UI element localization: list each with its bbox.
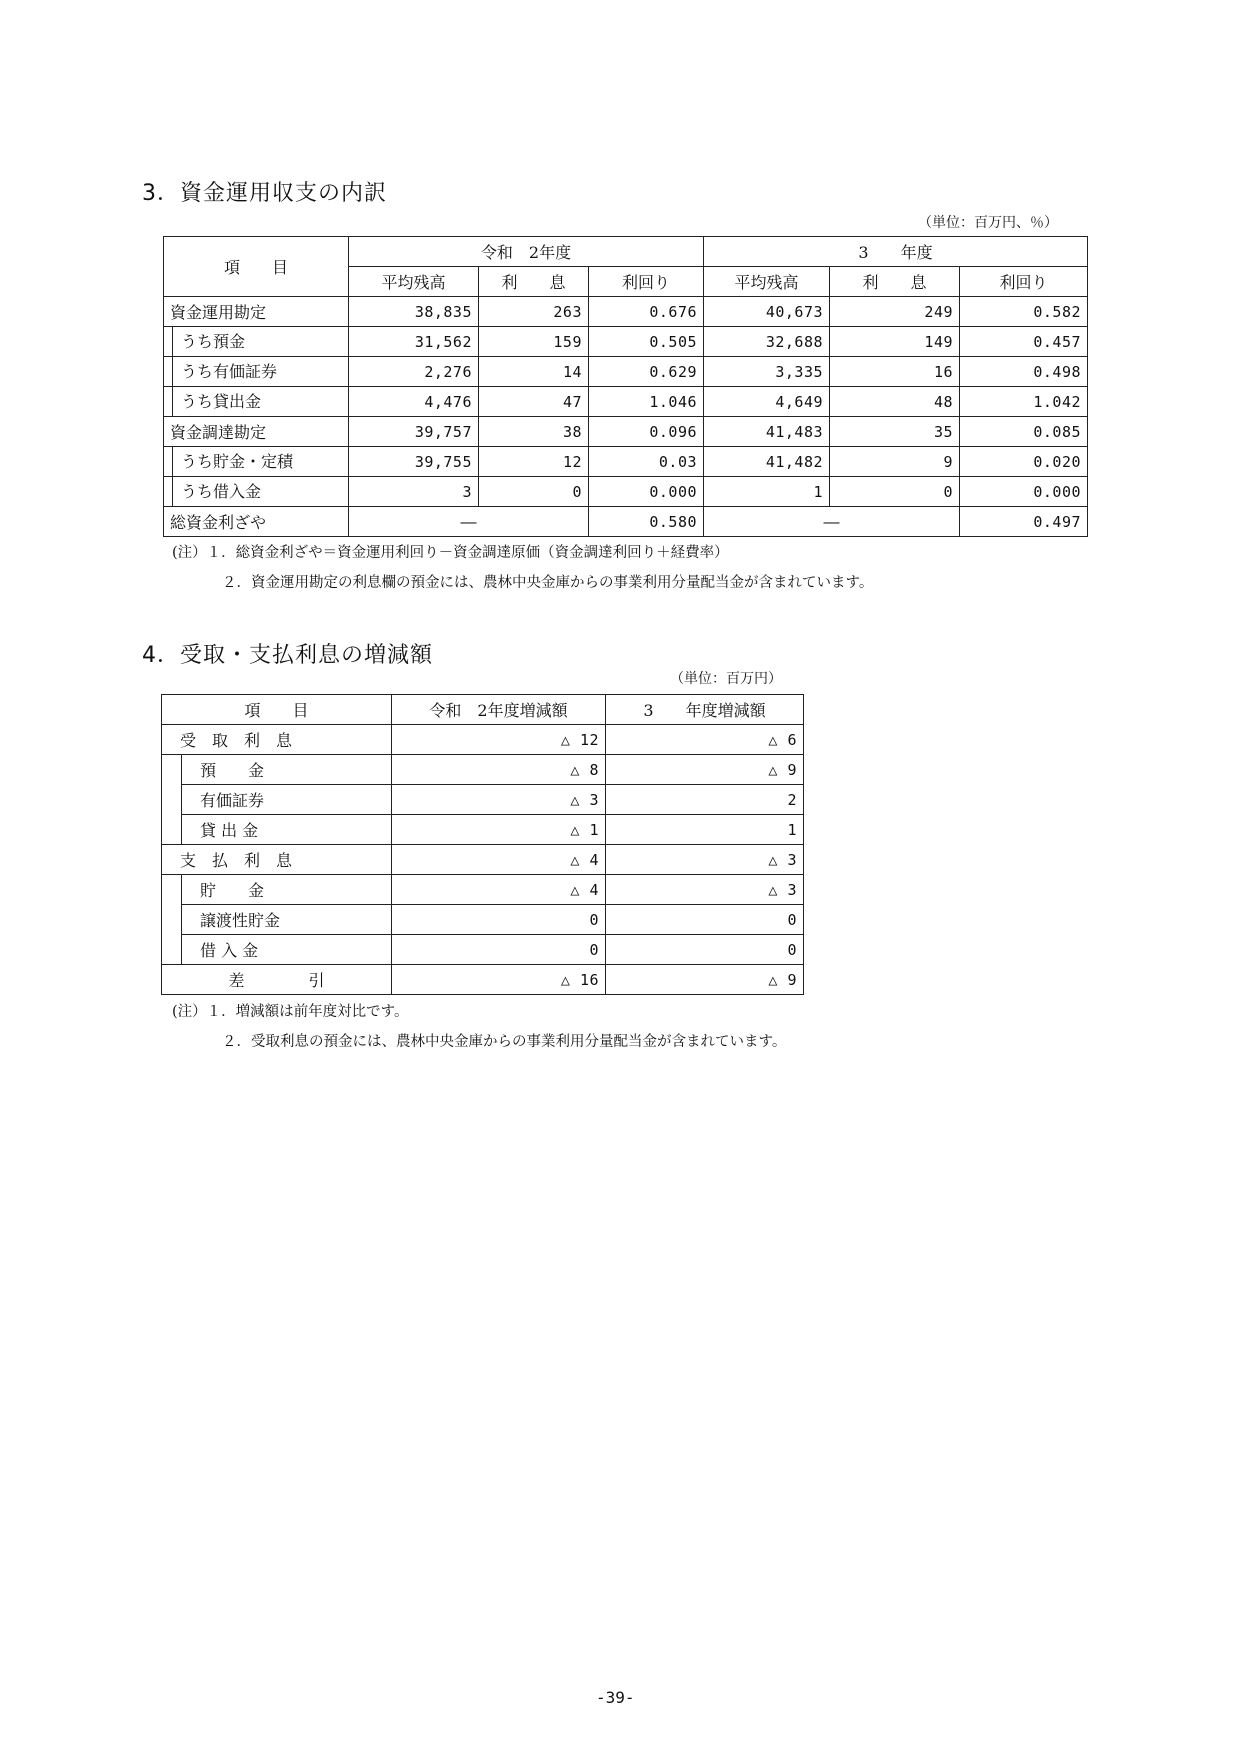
- indent-spacer: [162, 755, 182, 785]
- page-number: -39-: [596, 1688, 635, 1707]
- table-cell: 39,757: [349, 417, 479, 447]
- table-cell: 2: [606, 785, 804, 815]
- difference-label: 差 引: [162, 965, 392, 995]
- row-label-text: うち借入金: [172, 477, 342, 506]
- section3-title: 3．資金運用収支の内訳: [142, 181, 387, 206]
- table-cell: △ 8: [392, 755, 606, 785]
- col-header: 利回り: [589, 267, 704, 297]
- table-cell: 0.085: [960, 417, 1088, 447]
- table-cell: 35: [830, 417, 960, 447]
- col-header: 平均残高: [349, 267, 479, 297]
- table-cell: 0: [392, 935, 606, 965]
- section4-title: 4．受取・支払利息の増減額: [142, 643, 433, 668]
- dash-cell: ―: [349, 507, 589, 537]
- header-item: 項 目: [162, 695, 392, 725]
- table-cell: 47: [479, 387, 589, 417]
- section4-unit: （単位：百万円）: [670, 671, 782, 687]
- table-cell: 0.000: [589, 477, 704, 507]
- indent-spacer: [162, 815, 182, 845]
- table-row: [164, 357, 1088, 387]
- row-label: 貯 金: [182, 875, 392, 905]
- table-cell: 2,276: [349, 357, 479, 387]
- indent-spacer: [162, 905, 182, 935]
- table-cell: 0: [479, 477, 589, 507]
- total-spread-r1: 0.580: [589, 507, 704, 537]
- row-label-text: うち有価証券: [172, 357, 342, 386]
- table-row: [164, 417, 1088, 447]
- table-row: [162, 905, 804, 935]
- table-row: [162, 815, 804, 845]
- table-cell: △ 4: [392, 875, 606, 905]
- table-cell: 0: [606, 905, 804, 935]
- table-cell: 263: [479, 297, 589, 327]
- table-cell: △ 3: [606, 875, 804, 905]
- table-row: [164, 477, 1088, 507]
- table-cell: 1.042: [960, 387, 1088, 417]
- table-cell: 0.582: [960, 297, 1088, 327]
- table-row: [164, 327, 1088, 357]
- table-cell: 0.505: [589, 327, 704, 357]
- row-label: 借 入 金: [182, 935, 392, 965]
- table-cell: 3: [349, 477, 479, 507]
- row-label: 貸 出 金: [182, 815, 392, 845]
- row-label: 資金運用勘定: [164, 297, 349, 327]
- table-cell: 249: [830, 297, 960, 327]
- header-year1: 令和 2年度増減額: [392, 695, 606, 725]
- pay-interest-v2: △ 3: [606, 845, 804, 875]
- table-cell: 38: [479, 417, 589, 447]
- indent-spacer: [162, 935, 182, 965]
- col-header: 利 息: [830, 267, 960, 297]
- receive-interest-v1: △ 12: [392, 725, 606, 755]
- table-cell: 12: [479, 447, 589, 477]
- row-label: 譲渡性貯金: [182, 905, 392, 935]
- table-cell: 0.000: [960, 477, 1088, 507]
- indent-spacer: [162, 875, 182, 905]
- table-row: [164, 387, 1088, 417]
- table-row: [162, 785, 804, 815]
- table-row: [162, 755, 804, 785]
- table-cell: 14: [479, 357, 589, 387]
- table-cell: 4,649: [704, 387, 830, 417]
- table-row: [164, 447, 1088, 477]
- row-label: [164, 387, 349, 417]
- col-header: 平均残高: [704, 267, 830, 297]
- row-label-text: うち貯金・定積: [172, 447, 342, 476]
- table-cell: 0.03: [589, 447, 704, 477]
- total-spread-r2: 0.497: [960, 507, 1088, 537]
- header-item: 項 目: [164, 237, 349, 297]
- pay-interest-label: 支 払 利 息: [162, 845, 392, 875]
- section4-note-1: (注）１．増減額は前年度対比です。: [172, 1004, 409, 1020]
- difference-v1: △ 16: [392, 965, 606, 995]
- table-cell: 41,482: [704, 447, 830, 477]
- row-label: [164, 447, 349, 477]
- indent-spacer: [162, 785, 182, 815]
- receive-interest-v2: △ 6: [606, 725, 804, 755]
- col-header: 利回り: [960, 267, 1088, 297]
- table-cell: 32,688: [704, 327, 830, 357]
- table-cell: 1: [704, 477, 830, 507]
- table-cell: 149: [830, 327, 960, 357]
- table-cell: 16: [830, 357, 960, 387]
- total-spread-label: 総資金利ざや: [164, 507, 349, 537]
- table-cell: 4,476: [349, 387, 479, 417]
- table-cell: 1.046: [589, 387, 704, 417]
- table-cell: 0: [606, 935, 804, 965]
- dash-cell: ―: [704, 507, 960, 537]
- table-cell: 0.498: [960, 357, 1088, 387]
- table-cell: 0.676: [589, 297, 704, 327]
- row-label: 有価証券: [182, 785, 392, 815]
- row-label-text: うち預金: [172, 327, 342, 356]
- row-label: [164, 357, 349, 387]
- table-row: [162, 935, 804, 965]
- row-label: 資金調達勘定: [164, 417, 349, 447]
- row-label: [164, 477, 349, 507]
- table-cell: 1: [606, 815, 804, 845]
- receive-interest-label: 受 取 利 息: [162, 725, 392, 755]
- header-year1: 令和 2年度: [349, 237, 704, 267]
- section3-unit: （単位：百万円、％）: [918, 215, 1058, 231]
- table-cell: △ 3: [392, 785, 606, 815]
- row-label: 預 金: [182, 755, 392, 785]
- table-cell: 31,562: [349, 327, 479, 357]
- header-year2: 3 年度: [704, 237, 1088, 267]
- row-label-text: うち貸出金: [172, 387, 342, 416]
- table-cell: 0.457: [960, 327, 1088, 357]
- difference-v2: △ 9: [606, 965, 804, 995]
- table-cell: 38,835: [349, 297, 479, 327]
- pay-interest-v1: △ 4: [392, 845, 606, 875]
- table-cell: 0.096: [589, 417, 704, 447]
- table-cell: 159: [479, 327, 589, 357]
- header-year2: 3 年度増減額: [606, 695, 804, 725]
- section4-note-2: ２．受取利息の預金には、農林中央金庫からの事業利用分量配当金が含まれています。: [222, 1034, 787, 1050]
- section3-note-2: ２．資金運用勘定の利息欄の預金には、農林中央金庫からの事業利用分量配当金が含まれています。: [222, 575, 874, 591]
- table-cell: 41,483: [704, 417, 830, 447]
- col-header: 利 息: [479, 267, 589, 297]
- table-cell: 0.020: [960, 447, 1088, 477]
- table-cell: 39,755: [349, 447, 479, 477]
- table-cell: △ 1: [392, 815, 606, 845]
- row-label: [164, 327, 349, 357]
- table-cell: 0: [830, 477, 960, 507]
- section3-note-1: (注）１．総資金利ざや＝資金運用利回り－資金調達原価（資金調達利回り＋経費率）: [172, 545, 729, 561]
- table-cell: 40,673: [704, 297, 830, 327]
- table-cell: △ 9: [606, 755, 804, 785]
- table-row: [164, 297, 1088, 327]
- table-cell: 3,335: [704, 357, 830, 387]
- table-cell: 0: [392, 905, 606, 935]
- table-cell: 0.629: [589, 357, 704, 387]
- table-cell: 9: [830, 447, 960, 477]
- table-cell: 48: [830, 387, 960, 417]
- interest-change-table: [161, 694, 804, 995]
- interest-breakdown-table: [163, 236, 1088, 537]
- table-row: [162, 875, 804, 905]
